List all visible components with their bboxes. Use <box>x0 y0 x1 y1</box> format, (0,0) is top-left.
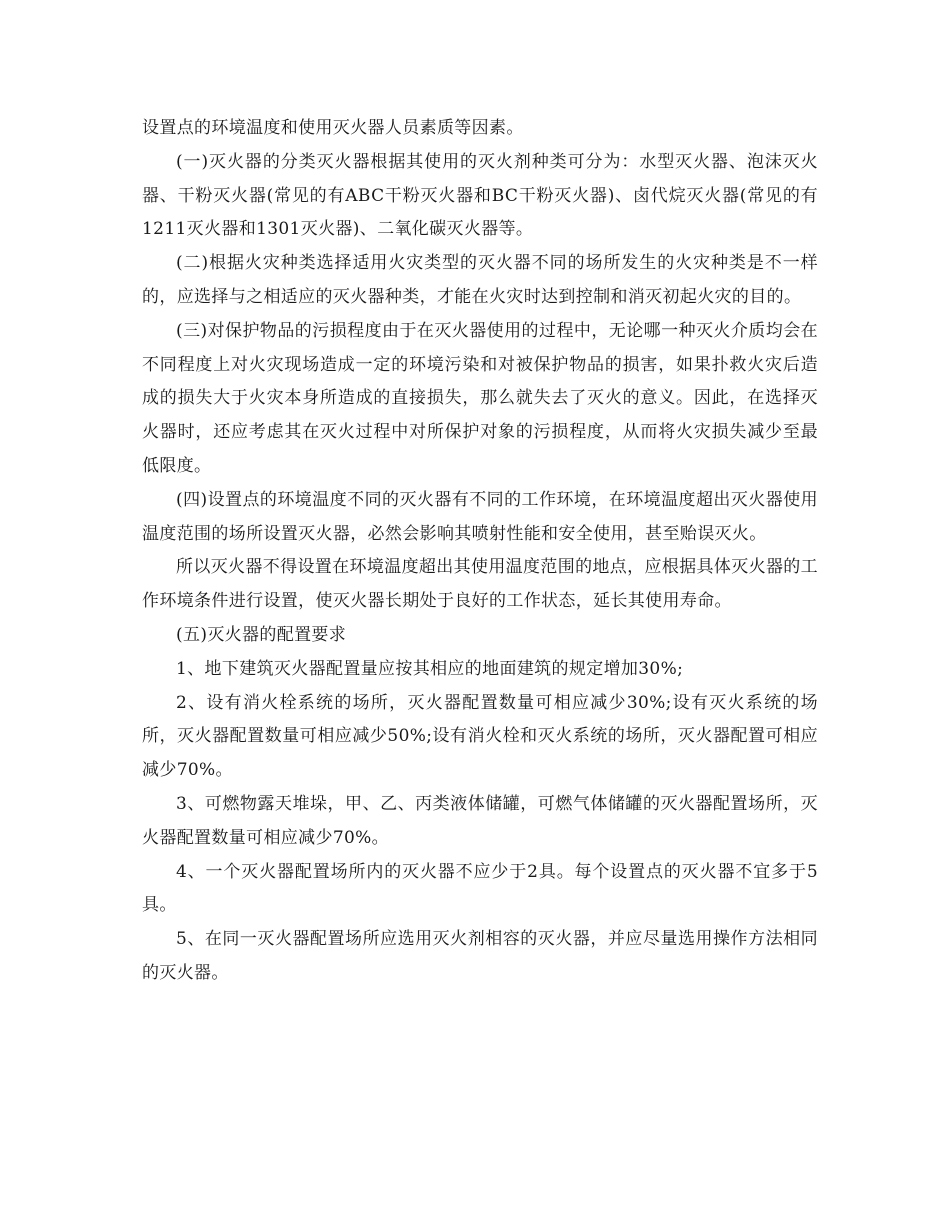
list-item-2: 2、设有消火栓系统的场所，灭火器配置数量可相应减少30%;设有灭火系统的场所，灭火器配置数量可相应减少50%;设有消火栓和灭火系统的场所，灭火器配置可相应减少70%。 <box>142 692 818 781</box>
list-item-4: 4、一个灭火器配置场所内的灭火器不应少于2具。每个设置点的灭火器不宜多于5具。 <box>142 861 818 916</box>
paragraph-fire-type-selection: (二)根据火灾种类选择适用火灾类型的灭火器不同的场所发生的火灾种类是不一样的，应选择与之相适应的灭火器种类，才能在火灾时达到控制和消灭初起火灾的目的。 <box>142 253 818 307</box>
list-item-1: 1、地下建筑灭火器配置量应按其相应的地面建筑的规定增加30%; <box>176 658 684 679</box>
list-item-5: 5、在同一灭火器配置场所应选用灭火剂相容的灭火器，并应尽量选用操作方法相同的灭火器。 <box>142 929 818 983</box>
paragraph-ambient-temperature: (四)设置点的环境温度不同的灭火器有不同的工作环境，在环境温度超出灭火器使用温度范围的场所设置灭火器，必然会影响其喷射性能和安全使用，甚至贻误灭火。 <box>142 489 818 544</box>
paragraph-continuation: 设置点的环境温度和使用灭火器人员素质等因素。 <box>142 118 524 138</box>
paragraph-contamination-degree: (三)对保护物品的污损程度由于在灭火器使用的过程中，无论哪一种灭火介质均会在不同程度上对火灾现场造成一定的环境污染和对被保护物品的损害，如果扑救火灾后造成的损失大于火灾本身所造成的直接损失，那么就失去了灭火的意义。因此，在选择灭火器时，还应考虑其在灭火过程中对所保护对象的污损程度，从而将火灾损失减少至最低限度。 <box>142 320 818 476</box>
paragraph-temperature-conclusion: 所以灭火器不得设置在环境温度超出其使用温度范围的地点，应根据具体灭火器的工作环境条件进行设置，使灭火器长期处于良好的工作状态，延长其使用寿命。 <box>142 557 818 612</box>
list-item-3: 3、可燃物露天堆垛，甲、乙、丙类液体储罐，可燃气体储罐的灭火器配置场所，灭火器配置数量可相应减少70%。 <box>142 793 818 848</box>
paragraph-extinguisher-classification: (一)灭火器的分类灭火器根据其使用的灭火剂种类可分为：水型灭火器、泡沫灭火器、干粉灭火器(常见的有ABC干粉灭火器和BC干粉灭火器)、卤代烷灭火器(常见的有1211灭火器和1301灭火器)、二氧化碳灭火器等。 <box>142 151 818 240</box>
document-body <box>142 112 818 991</box>
section-heading-configuration-requirements: (五)灭火器的配置要求 <box>176 624 347 645</box>
